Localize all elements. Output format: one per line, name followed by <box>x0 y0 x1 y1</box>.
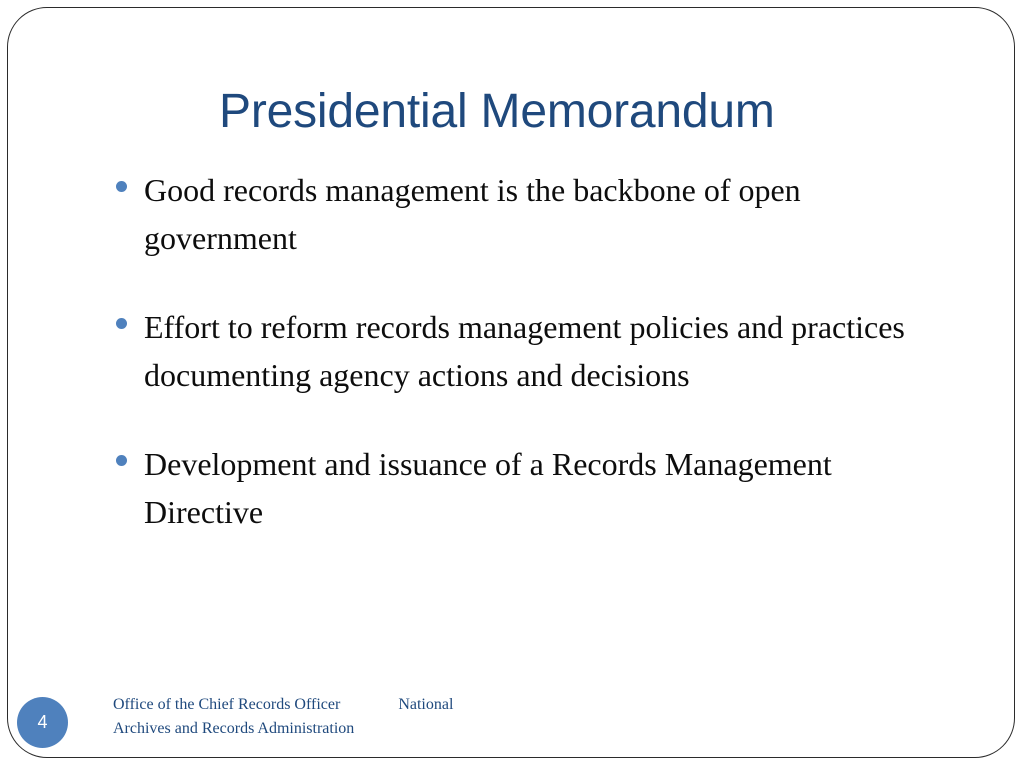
bullet-dot-icon <box>116 181 127 192</box>
footer-agency: National Archives and Records Administration <box>113 696 454 737</box>
bullet-list <box>113 166 913 577</box>
slide-title: Presidential Memorandum <box>219 85 775 138</box>
bullet-item <box>113 166 913 262</box>
slide-number-badge: 4 <box>17 697 68 748</box>
bullet-dot-icon <box>116 318 127 329</box>
bullet-text: Development and issuance of a Records Management Directive <box>144 446 832 530</box>
bullet-text: Effort to reform records management policies and practices documenting agency actions and decisions <box>144 309 905 393</box>
bullet-item <box>113 303 913 399</box>
bullet-text: Good records management is the backbone of open government <box>144 172 801 256</box>
bullet-item <box>113 440 913 536</box>
footer-office: Office of the Chief Records Officer <box>113 696 341 713</box>
bullet-dot-icon <box>116 455 127 466</box>
slide-footer <box>113 693 513 741</box>
